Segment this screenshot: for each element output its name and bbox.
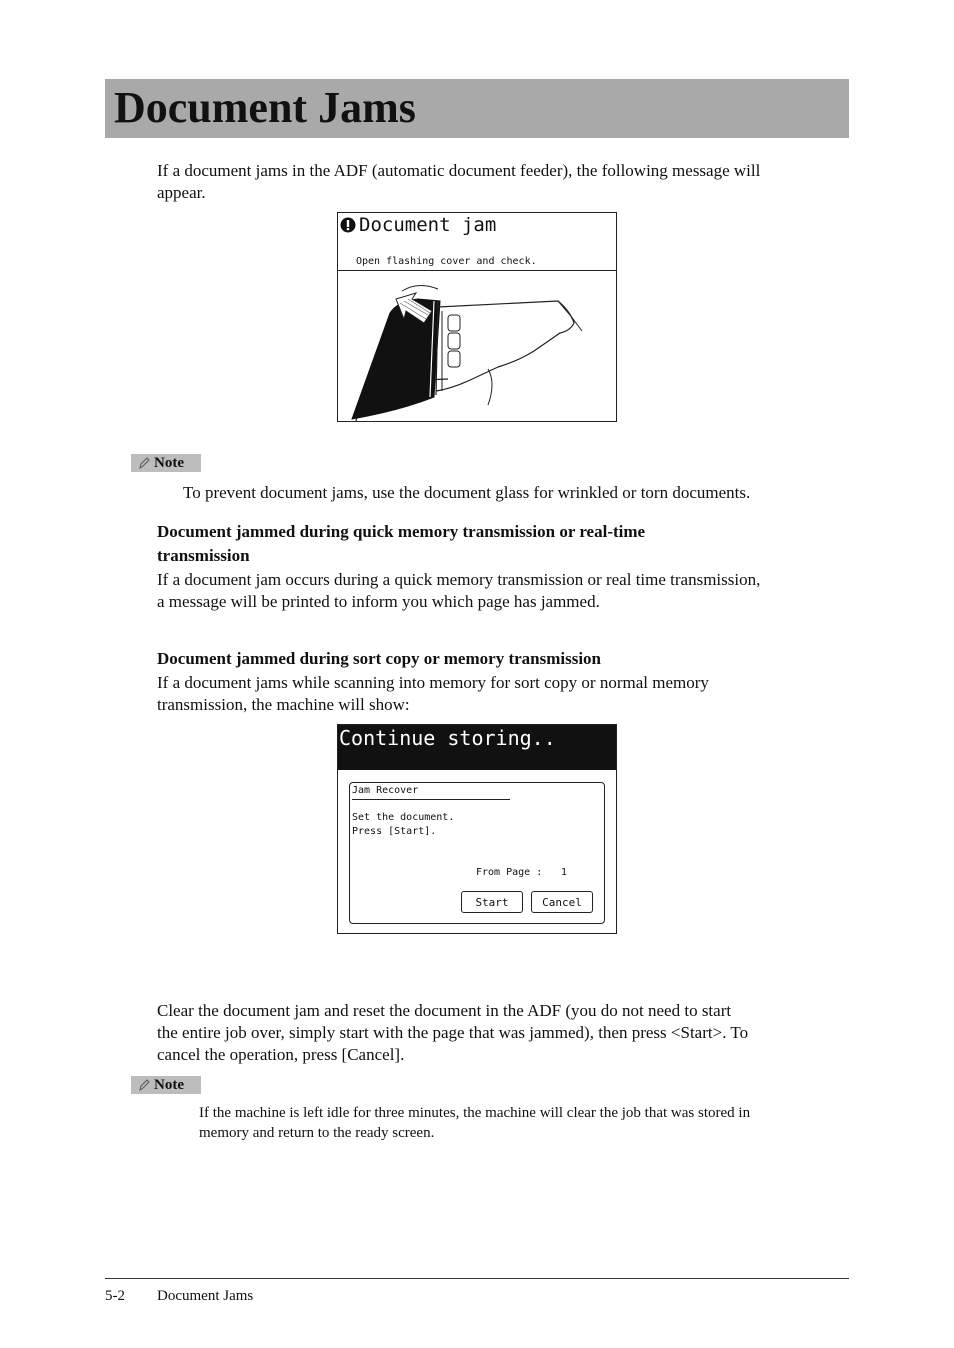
cancel-button[interactable]: Cancel [531,891,593,913]
section-body-2b: transmission, the machine will show: [157,695,410,714]
footer-section: Document Jams [157,1288,254,1304]
start-button[interactable]: Start [461,891,523,913]
pencil-icon [137,1078,151,1092]
section-body-2a: If a document jams while scanning into memory for sort copy or normal memory [157,673,709,692]
section-body-1b: a message will be printed to inform you which page has jammed. [157,592,600,611]
note-label: Note [154,455,184,471]
pencil-icon [137,456,151,470]
section-heading-1a: Document jammed during quick memory transmission or real-time [157,522,646,541]
panel-title: Jam Recover [352,785,419,796]
note-text: To prevent document jams, use the document glass for wrinkled or torn documents. [183,483,751,502]
intro-line-1: If a document jams in the ADF (automatic document feeder), the following message will [157,161,761,180]
continue-storing-screen [337,724,617,934]
clear-line-2: the entire job over, simply start with the page that was jammed), then press <Start>. To [157,1023,749,1042]
adf-illustration [338,271,616,421]
panel-line-2: Press [Start]. [352,826,437,837]
screen-title: Document jam [359,214,497,236]
note-badge [131,454,201,472]
section-heading-2: Document jammed during sort copy or memory transmission [157,649,602,668]
clear-line-3: cancel the operation, press [Cancel]. [157,1045,405,1064]
section-heading-1b: transmission [157,546,250,565]
screen-header [338,725,616,770]
note-2-line-1: If the machine is left idle for three minutes, the machine will clear the job that was stored in [199,1105,751,1121]
from-page-label: From Page : [476,867,543,878]
intro-line-2: appear. [157,183,206,202]
panel-line-1: Set the document. [352,812,455,823]
warning-icon [340,217,356,233]
note-label-2: Note [154,1077,184,1093]
note-2-line-2: memory and return to the ready screen. [199,1125,435,1141]
page-title: Document Jams [114,83,416,132]
footer-rule [105,1278,849,1279]
from-page-value[interactable]: 1 [561,867,568,878]
footer-page-number: 5-2 [105,1288,125,1304]
document-jam-screen [337,212,617,422]
clear-line-1: Clear the document jam and reset the document in the ADF (you do not need to start [157,1001,732,1020]
panel-title-underline [352,799,510,800]
section-body-1a: If a document jam occurs during a quick memory transmission or real time transmission, [157,570,761,589]
screen-message: Open flashing cover and check. [356,256,537,267]
screen-header-title: Continue storing.. [339,726,556,750]
jam-recover-panel [349,782,605,924]
note-badge-2 [131,1076,201,1094]
